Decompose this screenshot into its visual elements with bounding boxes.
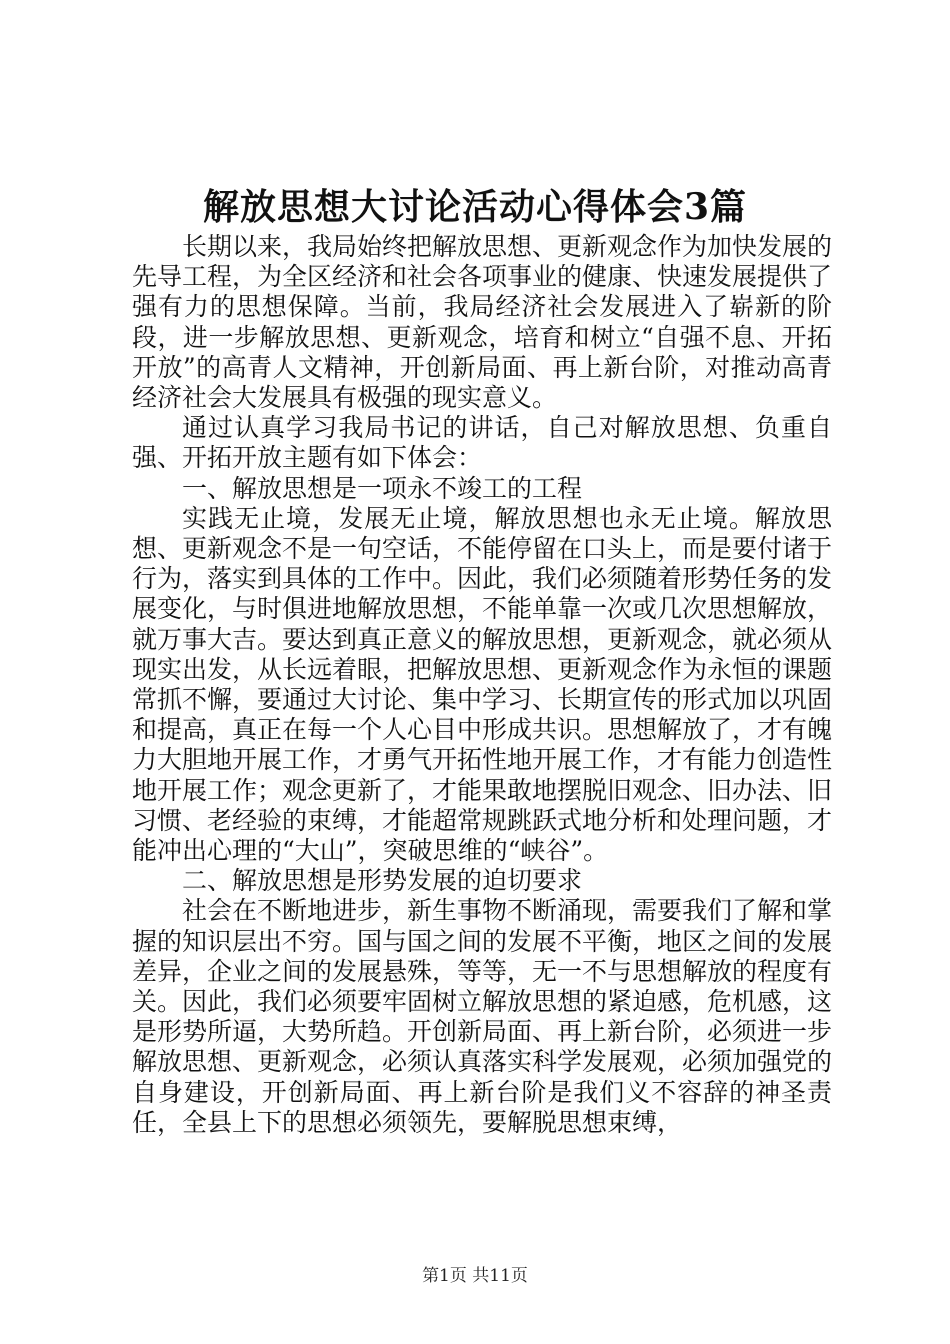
section-heading-2: 二、解放思想是形势发展的迫切要求 <box>182 866 583 896</box>
document-title: 解放思想大讨论活动心得体会3篇 <box>202 186 748 228</box>
section-heading-1: 一、解放思想是一项永不竣工的工程 <box>182 473 583 503</box>
paragraph-study: 通过认真学习我局书记的讲话，自己对解放思想、负重自强、开拓开放主题有如下体会： <box>132 413 832 473</box>
document-body <box>132 232 832 1138</box>
paragraph-section-1: 实践无止境，发展无止境，解放思想也永无止境。解放思想、更新观念不是一句空话，不能停留在口头上，而是要付诸于行为，落实到具体的工作中。因此，我们必须随着形势任务的发展变化，与时俱进地解放思想，不能单靠一次或几次思想解放，就万事大吉。要达到真正意义的解放思想，更新观念，就必须从现实出发，从长远着眼，把解放思想、更新观念作为永恒的课题常抓不懈，要通过大讨论、集中学习、长期宣传的形式加以巩固和提高，真正在每一个人心目中形成共识。思想解放了，才有魄力大胆地开展工作，才勇气开拓性地开展工作，才有能力创造性地开展工作；观念更新了，才能果敢地摆脱旧观念、旧办法、旧习惯、老经验的束缚，才能超常规跳跃式地分析和处理问题，才能冲出心理的“大山”，突破思维的“峡谷”。 <box>132 503 833 866</box>
paragraph-intro: 长期以来，我局始终把解放思想、更新观念作为加快发展的先导工程，为全区经济和社会各项事业的健康、快速发展提供了强有力的思想保障。当前，我局经济社会发展进入了崭新的阶段，进一步解放思想、更新观念，培育和树立“自强不息、开拓开放”的高青人文精神，开创新局面、再上新台阶，对推动高青经济社会大发展具有极强的现实意义。 <box>132 232 833 413</box>
page-footer: 第1页 共11页 <box>422 1266 528 1286</box>
paragraph-section-2: 社会在不断地进步，新生事物不断涌现，需要我们了解和掌握的知识层出不穷。国与国之间的发展不平衡，地区之间的发展差异，企业之间的发展悬殊，等等，无一不与思想解放的程度有关。因此，我们必须要牢固树立解放思想的紧迫感，危机感，这是形势所逼，大势所趋。开创新局面、再上新台阶，必须进一步解放思想、更新观念，必须认真落实科学发展观，必须加强党的自身建设，开创新局面、再上新台阶是我们义不容辞的神圣责任，全县上下的思想必须领先，要解脱思想束缚， <box>132 896 833 1137</box>
